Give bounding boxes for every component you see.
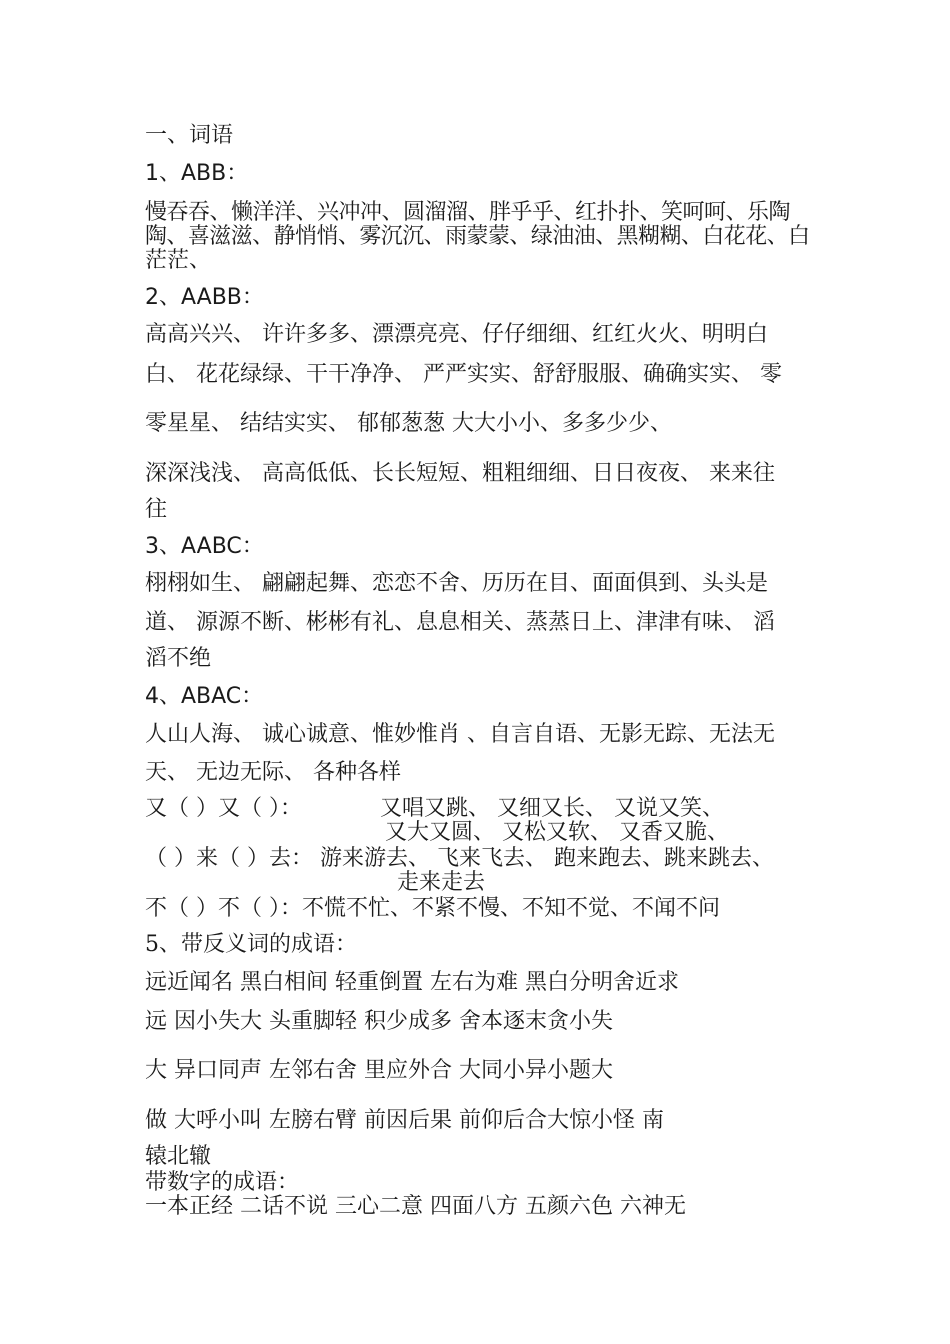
you-pattern-row-2: 又大又圆、 又松又软、 又香又脆、 [385, 820, 729, 845]
aabb-line-2: 白、 花花绿绿、干干净净、 严严实实、舒舒服服、确确实实、 零 [145, 362, 782, 387]
abac-line-2: 天、 无边无际、 各种各样 [145, 760, 401, 785]
aabb-title: 2、AABB： [145, 285, 264, 310]
number-idiom-line: 一本正经 二话不说 三心二意 四面八方 五颜六色 六神无 [145, 1194, 686, 1219]
number-idiom-title: 带数字的成语： [145, 1170, 300, 1195]
aabc-line-3: 滔不绝 [145, 646, 212, 671]
you-pattern-label: 又（ ）又（ ）： [145, 796, 302, 821]
abb-title: 1、ABB： [145, 161, 249, 186]
antonym-line-1: 远近闻名 黑白相间 轻重倒置 左右为难 黑白分明舍近求 [145, 970, 679, 995]
you-pattern-row-1: 又唱又跳、 又细又长、 又说又笑、 [380, 796, 724, 821]
abb-line-1: 慢吞吞、懒洋洋、兴冲冲、圆溜溜、胖乎乎、红扑扑、笑呵呵、乐陶 [145, 200, 791, 225]
antonym-line-5: 辕北辙 [145, 1144, 212, 1169]
abac-title: 4、ABAC： [145, 684, 264, 709]
bu-pattern-line: 不（ ）不（ ）：不慌不忙、不紧不慢、不知不觉、不闻不问 [145, 896, 720, 921]
lai-pattern-row-1: 游来游去、 飞来飞去、 跑来跑去、跳来跳去、 [320, 846, 774, 871]
antonym-line-3: 大 异口同声 左邻右舍 里应外合 大同小异小题大 [145, 1058, 613, 1083]
lai-pattern-row-2: 走来走去 [397, 870, 486, 895]
aabb-line-5: 往 [145, 497, 168, 522]
aabb-line-3: 零星星、 结结实实、 郁郁葱葱 大大小小、多多少少、 [145, 411, 672, 436]
abac-line-1: 人山人海、 诚心诚意、惟妙惟肖 、自言自语、无影无踪、无法无 [145, 722, 775, 747]
aabb-line-1: 高高兴兴、 许许多多、漂漂亮亮、仔仔细细、红红火火、明明白 [145, 322, 768, 347]
aabc-line-2: 道、 源源不断、彬彬有礼、息息相关、蒸蒸日上、津津有味、 滔 [145, 610, 775, 635]
section-heading: 一、词语 [145, 123, 234, 148]
antonym-line-2: 远 因小失大 头重脚轻 积少成多 舍本逐末贪小失 [145, 1009, 613, 1034]
aabc-line-1: 栩栩如生、 翩翩起舞、恋恋不舍、历历在目、面面俱到、头头是 [145, 571, 768, 596]
aabb-line-4: 深深浅浅、 高高低低、长长短短、粗粗细细、日日夜夜、 来来往 [145, 461, 775, 486]
aabc-title: 3、AABC： [145, 534, 264, 559]
abb-line-3: 茫茫、 [145, 248, 212, 273]
abb-line-2: 陶、喜滋滋、静悄悄、雾沉沉、雨蒙蒙、绿油油、黑糊糊、白花花、白 [145, 224, 810, 249]
antonym-title: 5、带反义词的成语： [145, 932, 357, 957]
lai-pattern-label: （ ）来（ ）去： [145, 846, 313, 871]
antonym-line-4: 做 大呼小叫 左膀右臂 前因后果 前仰后合大惊小怪 南 [145, 1108, 664, 1133]
